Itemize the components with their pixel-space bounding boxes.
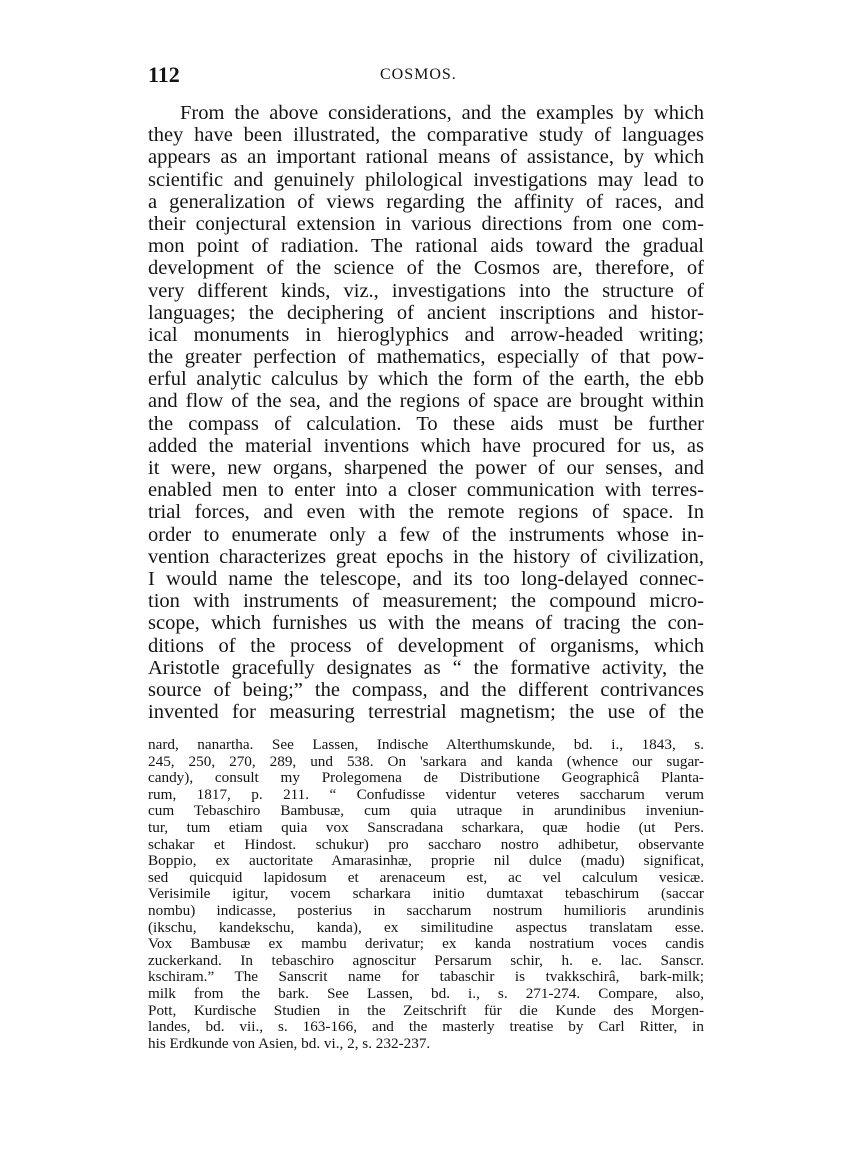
footnote-line: zuckerkand. In tebaschiro agnoscitur Persarum schir, h. e. lac. Sanscr. <box>148 952 704 969</box>
body-line: a generalization of views regarding the affinity of races, and <box>148 190 704 213</box>
body-line: ditions of the process of development of organisms, which <box>148 634 704 657</box>
footnote-line: Pott, Kurdische Studien in the Zeitschrift für die Kunde des Morgen- <box>148 1002 704 1019</box>
body-line: vention characterizes great epochs in the history of civilization, <box>148 545 704 568</box>
body-line: source of being;” the compass, and the different contrivances <box>148 678 704 701</box>
footnote-line: milk from the bark. See Lassen, bd. i., s. 271-274. Compare, also, <box>148 985 704 1002</box>
body-line: erful analytic calculus by which the form of the earth, the ebb <box>148 368 704 391</box>
body-line: appears as an important rational means of assistance, by which <box>148 146 704 169</box>
body-line: development of the science of the Cosmos are, therefore, of <box>148 257 704 280</box>
page-number: 112 <box>148 62 180 87</box>
page-header <box>148 62 704 90</box>
body-line: the compass of calculation. To these aids must be further <box>148 412 704 435</box>
body-line: I would name the telescope, and its too long-delayed connec- <box>148 567 704 590</box>
body-line: it were, new organs, sharpened the power of our senses, and <box>148 457 704 479</box>
footnote-line: landes, bd. vii., s. 163-166, and the masterly treatise by Carl Ritter, in <box>148 1019 704 1036</box>
body-line: mon point of radiation. The rational aids toward the gradual <box>148 235 704 258</box>
footnote-line: cum Tebaschiro Bambusæ, cum quia utraque in arundinibus inveniun- <box>148 803 704 820</box>
footnote-line: candy), consult my Prolegomena de Distributione Geographicâ Planta- <box>148 770 704 787</box>
footnote-line: 245, 250, 270, 289, und 538. On 'sarkara and kanda (whence our sugar- <box>148 753 704 770</box>
footnote-line: nombu) indicasse, posterius in saccharum nostrum humilioris arundinis <box>148 902 704 919</box>
body-line: they have been illustrated, the comparative study of languages <box>148 124 704 147</box>
body-line: and flow of the sea, and the regions of space are brought within <box>148 390 704 413</box>
body-line: From the above considerations, and the examples by which <box>180 102 704 124</box>
footnote-line: Vox Bambusæ ex mambu derivatur; ex kanda nostratium voces candis <box>148 936 704 953</box>
body-line: languages; the deciphering of ancient inscriptions and histor- <box>148 301 704 324</box>
body-line: order to enumerate only a few of the instruments whose in- <box>148 523 704 546</box>
body-line: their conjectural extension in various directions from one com- <box>148 212 704 235</box>
footnote-line: kschiram.” The Sanscrit name for tabaschir is tvakkschirâ, bark-milk; <box>148 969 704 986</box>
footnote-line: Verisimile igitur, vocem scharkara initio dumtaxat tebaschirum (saccar <box>148 886 704 903</box>
footnote-line: nard, nanartha. See Lassen, Indische Alterthumskunde, bd. i., 1843, s. <box>148 737 704 753</box>
body-line: enabled men to enter into a closer communication with terres- <box>148 479 704 502</box>
main-paragraph <box>148 102 704 723</box>
body-line: invented for measuring terrestrial magnetism; the use of the <box>148 701 704 724</box>
footnote-line: his Erdkunde von Asien, bd. vi., 2, s. 232-237. <box>148 1035 431 1052</box>
body-line: added the material inventions which have procured for us, as <box>148 434 704 457</box>
body-line: scientific and genuinely philological investigations may lead to <box>148 168 704 191</box>
body-line: tion with instruments of measurement; the compound micro- <box>148 590 704 613</box>
footnote-line: rum, 1817, p. 211. “ Confudisse videntur veteres saccharum verum <box>148 786 704 803</box>
footnote-line: schakar et Hindost. schukur) pro saccharo nostro adhibetur, observante <box>148 836 704 853</box>
body-line: ical monuments in hieroglyphics and arrow-headed writing; <box>148 323 704 346</box>
body-line: Aristotle gracefully designates as “ the formative activity, the <box>148 656 704 679</box>
body-line: trial forces, and even with the remote regions of space. In <box>148 501 704 524</box>
footnote-line: (ikschu, kandekschu, kanda), ex similitudine aspectus translatam esse. <box>148 919 704 936</box>
body-line: very different kinds, viz., investigations into the structure of <box>148 279 704 302</box>
footnote-line: tur, tum etiam quia vox Sanscradana scharkara, quæ hodie (ut Pers. <box>148 819 704 836</box>
footnote-line: Boppio, ex auctoritate Amarasinhæ, proprie nil dulce (madu) significat, <box>148 853 704 870</box>
body-line: the greater perfection of mathematics, especially of that pow- <box>148 346 704 369</box>
footnote-block <box>148 737 704 1052</box>
footnote-line: sed quicquid lapidosum et arenaceum est, ac vel calculum vesicæ. <box>148 869 704 886</box>
running-title: COSMOS. <box>380 66 457 83</box>
body-line: scope, which furnishes us with the means of tracing the con- <box>148 612 704 635</box>
